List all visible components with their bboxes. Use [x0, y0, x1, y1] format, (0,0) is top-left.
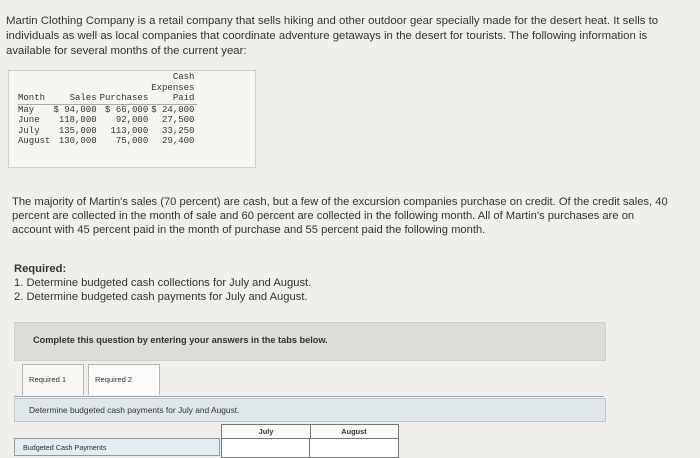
problem-paragraph: The majority of Martin's sales (70 percent) are cash, but a few of the excursion companies purchase on credit. Of the credit sales, 40 percent are collected in the month of sale and 60 percent are collected in the following month. All of Martin's purchases are on account with 45 percent paid in the month of purchase and 55 percent paid the following month. — [12, 196, 668, 236]
cash-cell: 27,500 — [162, 115, 195, 125]
data-table — [18, 72, 197, 147]
sales-cell: 118,000 — [58, 115, 97, 125]
cash-cell: 29,400 — [162, 136, 195, 146]
answer-table — [14, 424, 604, 458]
month-cell: July — [18, 125, 40, 136]
table-row — [18, 136, 197, 147]
table-header-row-1 — [18, 72, 197, 83]
table-header-row-3 — [18, 93, 197, 104]
required-title: Required: — [14, 263, 67, 275]
table-row — [18, 115, 197, 126]
budgeted-cash-payments-label: Budgeted Cash Payments — [14, 438, 220, 456]
required-item-2: 2. Determine budgeted cash payments for July and August. — [14, 291, 308, 303]
purchases-cell: $ 66,000 — [105, 104, 149, 115]
purchases-cell: 92,000 — [115, 115, 149, 125]
month-cell: June — [18, 115, 40, 125]
purchases-cell: 113,000 — [110, 125, 149, 136]
required-item-1: 1. Determine budgeted cash collections for July and August. — [14, 277, 312, 289]
cash-cell: 33,250 — [162, 125, 195, 136]
tab-bar — [14, 362, 604, 397]
table-row — [18, 104, 197, 115]
july-column-header: July — [222, 425, 311, 439]
cash-cell: $ 24,000 — [151, 104, 195, 115]
august-payments-input[interactable] — [309, 438, 399, 458]
purchases-cell: 75,000 — [115, 136, 149, 146]
instruction-bar — [14, 398, 606, 422]
month-header: Month — [18, 93, 46, 103]
tab-required-2[interactable]: Required 2 — [88, 364, 160, 395]
sales-cell: 130,000 — [58, 136, 97, 146]
instruction-text: Determine budgeted cash payments for July and August. — [29, 405, 240, 415]
cash-expenses-header-line2: Expenses — [151, 82, 195, 93]
purchases-header: Purchases — [99, 93, 149, 103]
august-column-header: August — [341, 427, 367, 436]
sales-cell: $ 94,000 — [53, 104, 97, 115]
july-payments-input[interactable] — [221, 438, 311, 458]
problem-intro: Martin Clothing Company is a retail company that sells hiking and other outdoor gear specially made for the desert heat. It sells to individuals as well as local companies that coordinate adventure getaways in the desert for tourists. The following information is available for several months of the current year: — [6, 15, 659, 57]
cash-expenses-header-line3: Paid — [172, 93, 195, 103]
month-cell: May — [18, 104, 35, 115]
cash-expenses-header-line1: Cash — [172, 72, 195, 82]
tab-required-1[interactable]: Required 1 — [22, 364, 84, 395]
instructions-banner — [14, 322, 606, 361]
sales-header: Sales — [69, 93, 97, 103]
table-row — [18, 126, 197, 137]
month-cell: August — [18, 136, 51, 146]
table-header-row-2 — [18, 83, 197, 94]
required-section — [14, 262, 674, 304]
sales-cell: 135,000 — [58, 125, 97, 136]
complete-prompt: Complete this question by entering your answers in the tabs below. — [33, 335, 328, 345]
